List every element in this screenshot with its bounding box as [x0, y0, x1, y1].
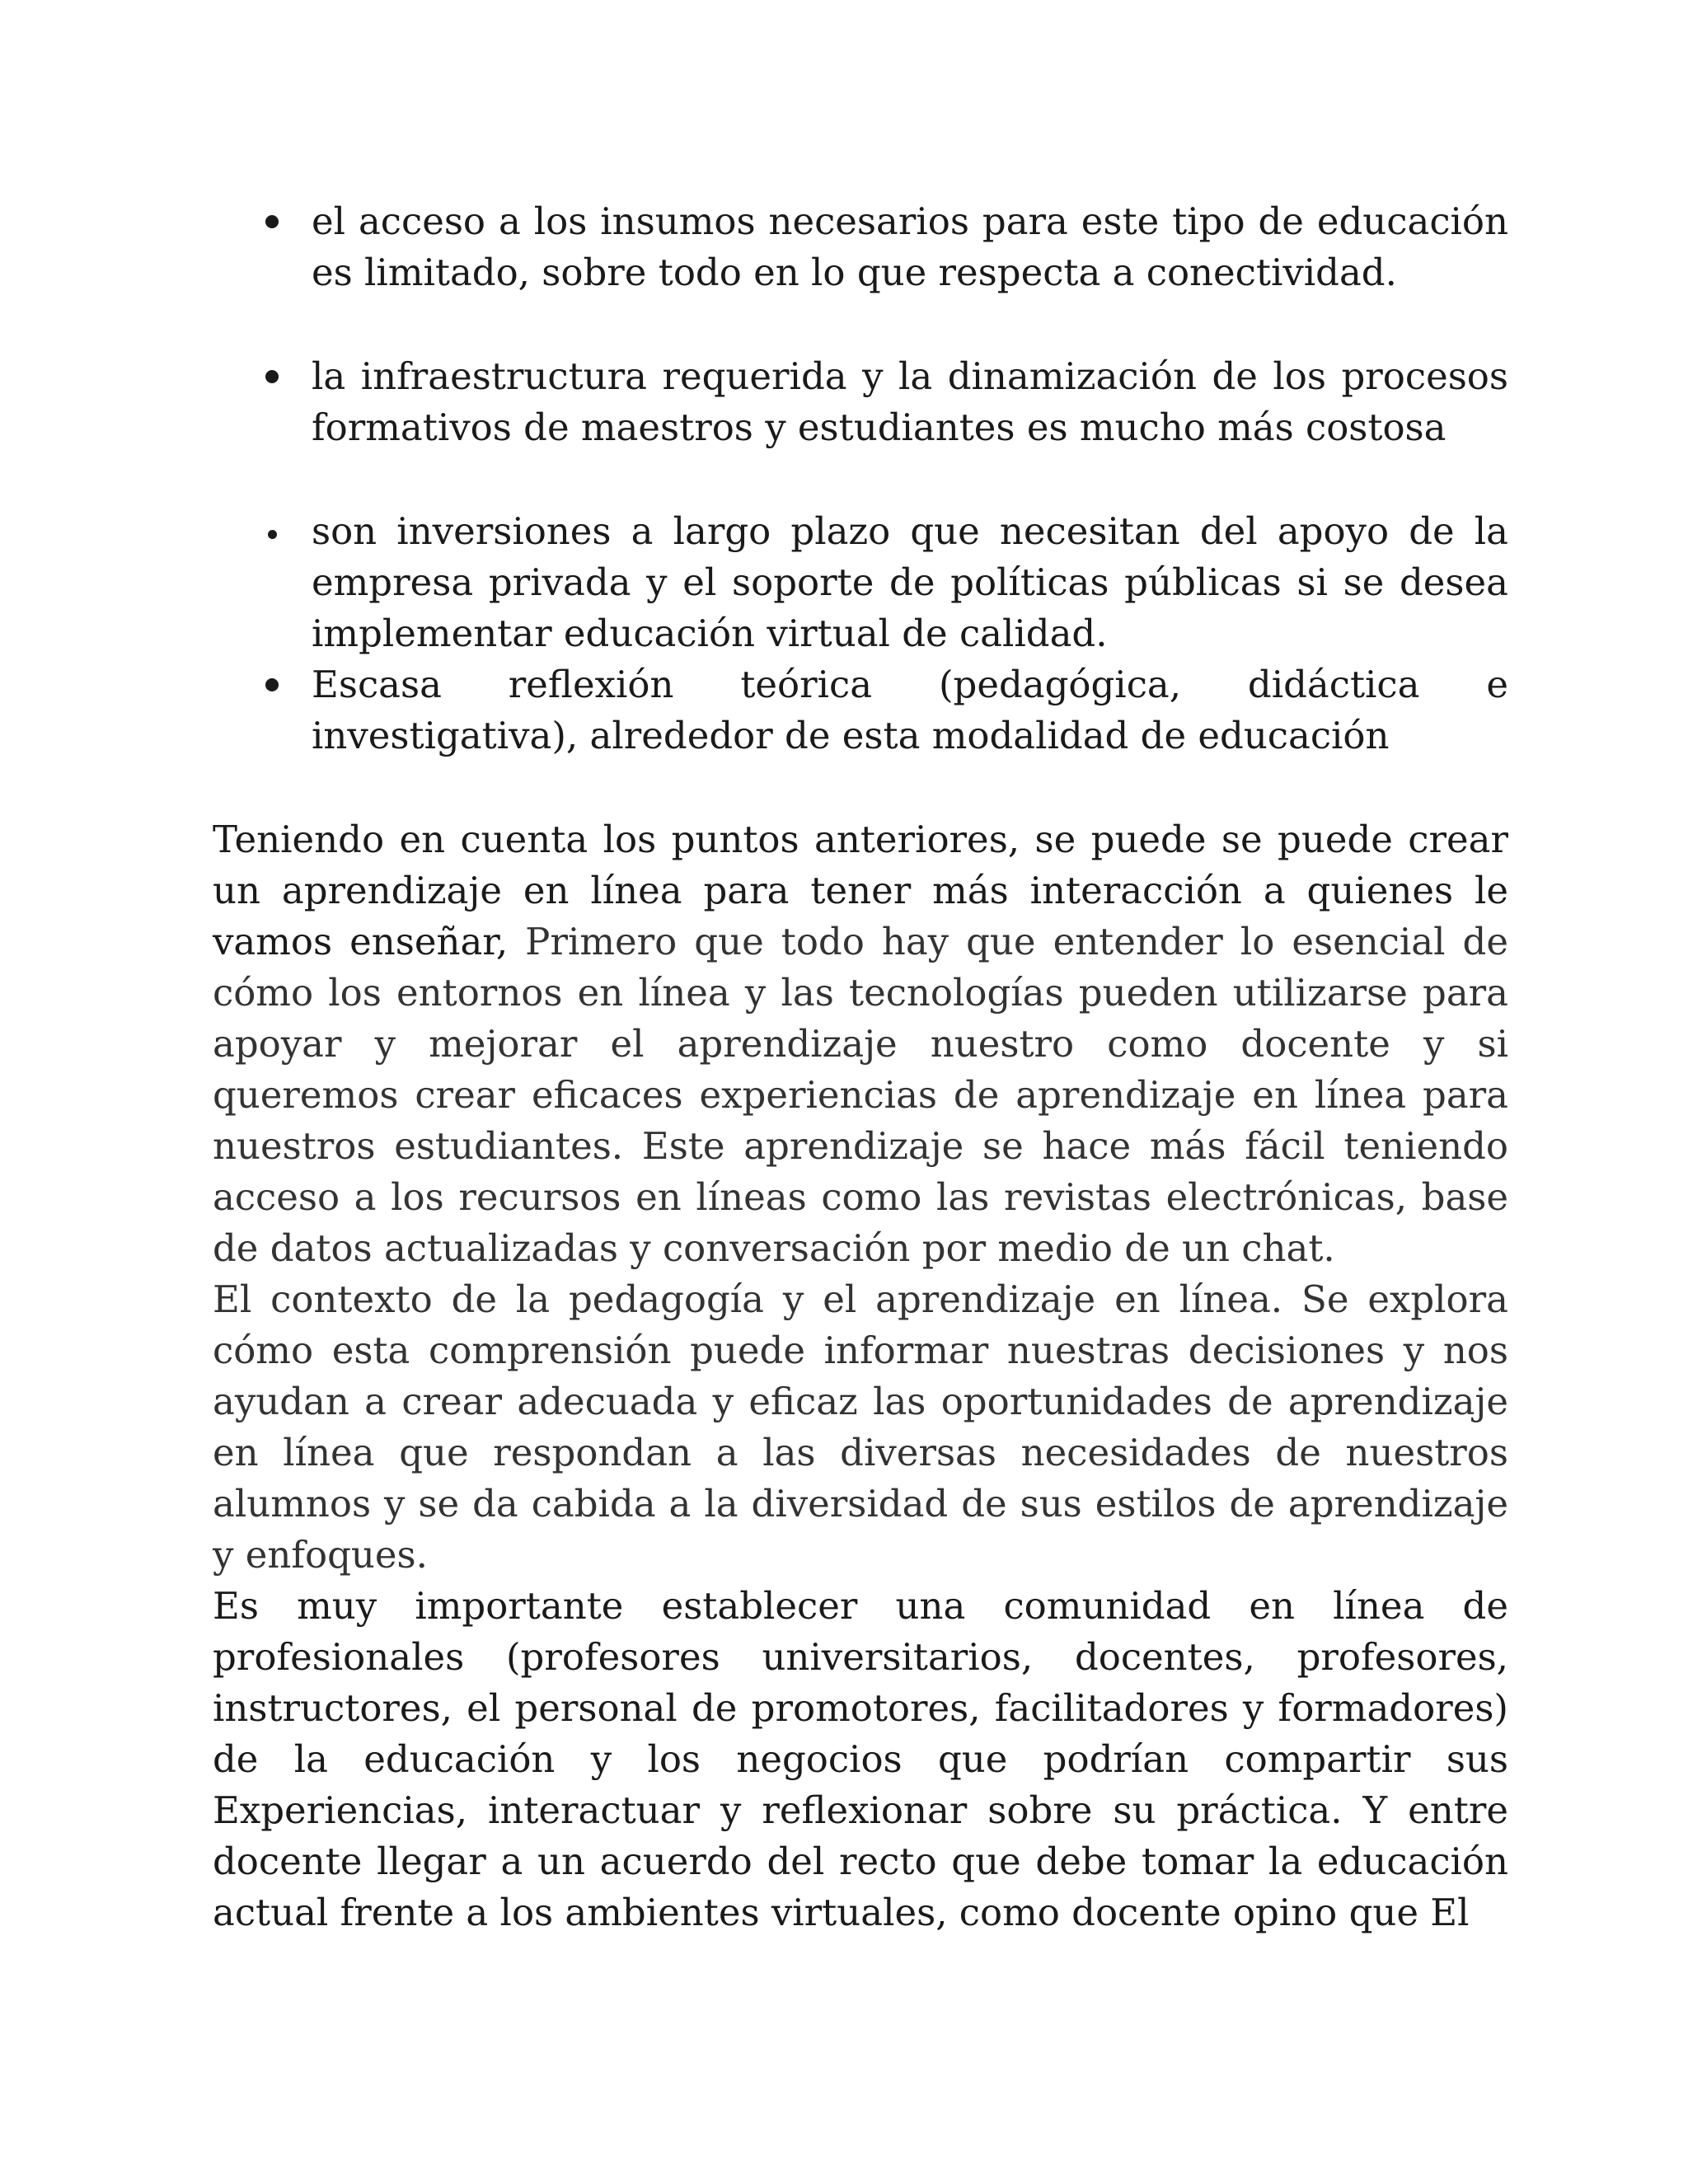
- bullet-text: el acceso a los insumos necesarios para este tipo de educación es limitado, sobre todo en lo que respecta a conectividad.: [312, 199, 1508, 294]
- bullet-item: [213, 506, 1508, 659]
- bullet-icon: [268, 530, 277, 539]
- bullet-text: Escasa reflexión teórica (pedagógica, didáctica e investigativa), alrededor de esta modalidad de educación: [312, 663, 1508, 757]
- paragraph-3: Es muy importante establecer una comunidad en línea de profesionales (profesores universitarios, docentes, profesores, instructores, el personal de promotores, facilitadores y formadores) de la educación y los negocios que podrían compartir sus Experiencias, interactuar y reflexionar sobre su práctica. Y entre docente llegar a un acuerdo del recto que debe tomar la educación actual frente a los ambientes virtuales, como docente opino que El: [213, 1584, 1508, 1934]
- bullet-icon: [265, 370, 279, 383]
- paragraph-1: [213, 814, 1508, 1274]
- bullet-text: son inversiones a largo plazo que necesitan del apoyo de la empresa privada y el soporte de políticas públicas si se desea implementar educación virtual de calidad.: [312, 509, 1508, 655]
- paragraph-1-rest: Primero que todo hay que entender lo esencial de cómo los entornos en línea y las tecnologías pueden utilizarse para apoyar y mejorar el aprendizaje nuestro como docente y si queremos crear eficaces experiencias de aprendizaje en línea para nuestros estudiantes. Este aprendizaje se hace más fácil teniendo acceso a los recursos en líneas como las revistas electrónicas, base de datos actualizadas y conversación por medio de un chat.: [213, 920, 1508, 1270]
- bullet-item: [213, 659, 1508, 762]
- paragraph-1-start: Teniendo en cuenta los puntos anteriores, se puede se puede crear un aprendizaje en línea para tener más interacción a quienes le vamos enseñar,: [213, 818, 1508, 963]
- bullet-text: la infraestructura requerida y la dinamización de los procesos formativos de maestros y estudiantes es mucho más costosa: [312, 354, 1508, 449]
- bullet-icon: [265, 678, 279, 691]
- bullet-item: [213, 351, 1508, 453]
- bullet-item: [213, 196, 1508, 298]
- paragraph-2: El contexto de la pedagogía y el aprendizaje en línea. Se explora cómo esta comprensión puede informar nuestras decisiones y nos ayudan a crear adecuada y eficaz las oportunidades de aprendizaje en línea que respondan a las diversas necesidades de nuestros alumnos y se da cabida a la diversidad de sus estilos de aprendizaje y enfoques.: [213, 1277, 1508, 1577]
- document-page: [213, 196, 1508, 1938]
- bullet-icon: [265, 215, 279, 228]
- bullet-list: [213, 196, 1508, 762]
